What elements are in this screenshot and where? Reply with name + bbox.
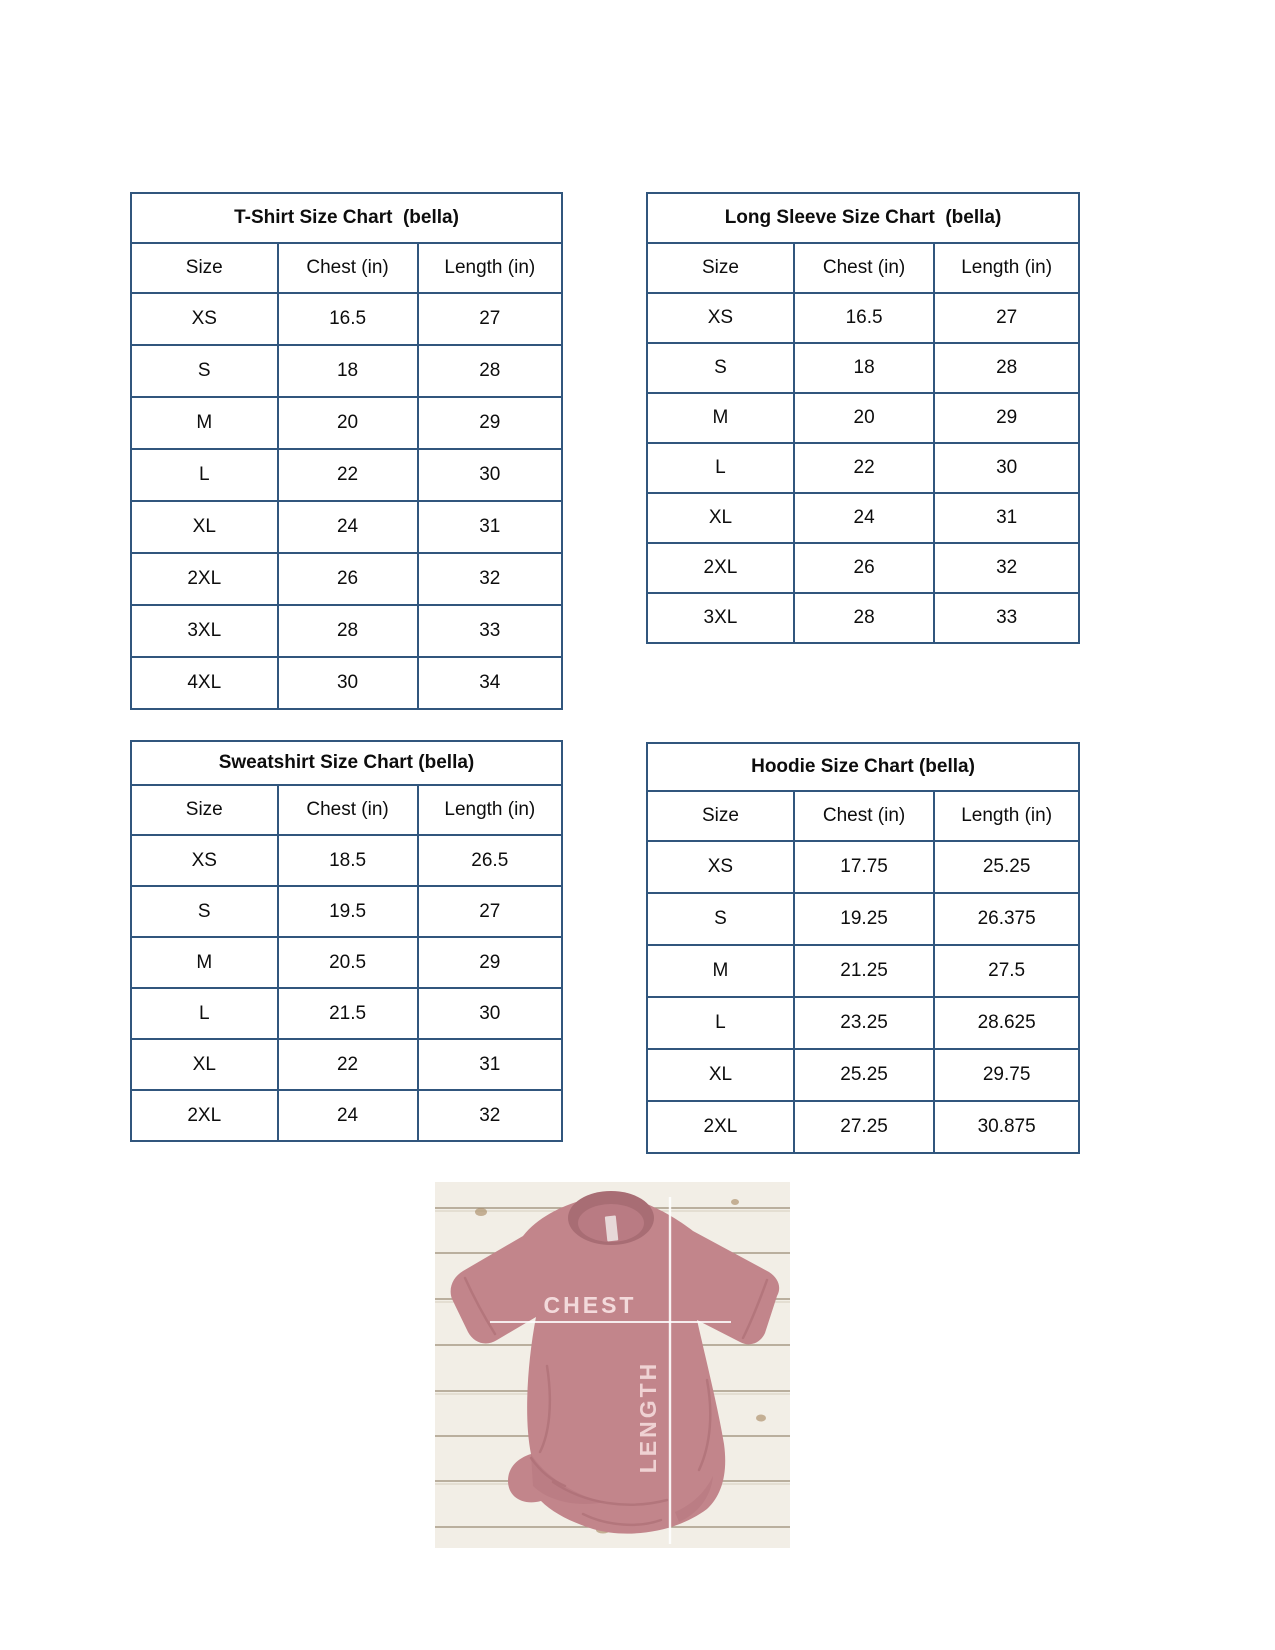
table-cell: 26.5	[418, 835, 562, 886]
tshirt-measure-illustration	[435, 1182, 790, 1548]
table-cell: 28	[794, 593, 934, 643]
hoodie-table	[646, 742, 1080, 1154]
table-row	[647, 841, 1079, 893]
table-cell: M	[131, 937, 278, 988]
table-cell: 28	[278, 605, 418, 657]
table-row	[131, 1090, 562, 1141]
table-body	[131, 835, 562, 1141]
table-title: T-Shirt Size Chart (bella)	[131, 193, 562, 243]
table-row	[647, 293, 1079, 343]
table-row	[131, 449, 562, 501]
column-header: Length (in)	[418, 785, 562, 835]
table-cell: 18	[278, 345, 418, 397]
column-header: Chest (in)	[794, 243, 934, 293]
table-cell: S	[131, 345, 278, 397]
table-cell: 29.75	[934, 1049, 1079, 1101]
table-cell: XL	[647, 1049, 794, 1101]
column-header: Size	[131, 243, 278, 293]
table-cell: 28.625	[934, 997, 1079, 1049]
table-cell: XS	[647, 293, 794, 343]
table-title: Sweatshirt Size Chart (bella)	[131, 741, 562, 785]
table-cell: 24	[278, 501, 418, 553]
table-cell: XS	[131, 293, 278, 345]
table-cell: 21.5	[278, 988, 418, 1039]
table-cell: 20	[278, 397, 418, 449]
table-cell: 21.25	[794, 945, 934, 997]
table-body	[647, 293, 1079, 643]
table-row	[647, 1101, 1079, 1153]
table-cell: 19.5	[278, 886, 418, 937]
table-cell: 27	[934, 293, 1079, 343]
column-header: Length (in)	[934, 243, 1079, 293]
table-cell: 33	[418, 605, 562, 657]
column-header: Length (in)	[934, 791, 1079, 841]
table-row	[647, 945, 1079, 997]
table-cell: 24	[278, 1090, 418, 1141]
table-cell: 17.75	[794, 841, 934, 893]
table-cell: 28	[418, 345, 562, 397]
column-header: Chest (in)	[278, 785, 418, 835]
table-cell: 2XL	[131, 553, 278, 605]
sweatshirt-size-table	[130, 740, 563, 1142]
table-cell: 20	[794, 393, 934, 443]
table-cell: M	[647, 945, 794, 997]
table-cell: 32	[418, 1090, 562, 1141]
long-sleeve-size-table	[646, 192, 1080, 644]
table-title: Hoodie Size Chart (bella)	[647, 743, 1079, 791]
table-row	[131, 293, 562, 345]
tshirt-table	[130, 192, 563, 710]
table-cell: 25.25	[934, 841, 1079, 893]
table-cell: 4XL	[131, 657, 278, 709]
table-row	[647, 493, 1079, 543]
table-row	[647, 543, 1079, 593]
table-cell: 34	[418, 657, 562, 709]
table-row	[647, 1049, 1079, 1101]
table-row	[647, 593, 1079, 643]
table-cell: 16.5	[278, 293, 418, 345]
table-row	[647, 997, 1079, 1049]
sweatshirt-table	[130, 740, 563, 1142]
table-cell: 27	[418, 293, 562, 345]
table-cell: 18.5	[278, 835, 418, 886]
size-guide-photo	[435, 1182, 790, 1548]
table-title: Long Sleeve Size Chart (bella)	[647, 193, 1079, 243]
tshirt-size-table	[130, 192, 563, 710]
table-cell: S	[131, 886, 278, 937]
table-cell: 23.25	[794, 997, 934, 1049]
table-cell: XS	[647, 841, 794, 893]
table-cell: 24	[794, 493, 934, 543]
table-row	[131, 553, 562, 605]
table-row	[131, 886, 562, 937]
table-cell: XL	[131, 1039, 278, 1090]
table-cell: 26	[278, 553, 418, 605]
table-cell: 33	[934, 593, 1079, 643]
table-cell: 26	[794, 543, 934, 593]
table-row	[131, 657, 562, 709]
table-title-row	[647, 193, 1079, 243]
table-cell: 3XL	[131, 605, 278, 657]
table-row	[131, 397, 562, 449]
table-cell: 30	[418, 449, 562, 501]
table-row	[131, 1039, 562, 1090]
table-cell: 27	[418, 886, 562, 937]
table-cell: 30	[934, 443, 1079, 493]
column-header: Size	[647, 791, 794, 841]
table-cell: 28	[934, 343, 1079, 393]
table-cell: 2XL	[647, 1101, 794, 1153]
table-cell: 22	[278, 1039, 418, 1090]
table-cell: 30	[418, 988, 562, 1039]
table-cell: XL	[647, 493, 794, 543]
table-cell: 18	[794, 343, 934, 393]
table-row	[131, 835, 562, 886]
table-cell: 16.5	[794, 293, 934, 343]
table-row	[131, 988, 562, 1039]
table-title-row	[131, 193, 562, 243]
table-row	[647, 393, 1079, 443]
column-header: Length (in)	[418, 243, 562, 293]
table-cell: L	[131, 449, 278, 501]
length-label: LENGTH	[635, 1360, 661, 1474]
table-cell: 27.5	[934, 945, 1079, 997]
table-cell: 32	[418, 553, 562, 605]
table-cell: 25.25	[794, 1049, 934, 1101]
table-row	[131, 605, 562, 657]
table-cell: M	[647, 393, 794, 443]
table-row	[647, 443, 1079, 493]
table-cell: S	[647, 893, 794, 945]
table-row	[131, 937, 562, 988]
table-cell: 31	[418, 501, 562, 553]
table-cell: 20.5	[278, 937, 418, 988]
table-cell: 29	[934, 393, 1079, 443]
table-header-row	[647, 791, 1079, 841]
table-cell: S	[647, 343, 794, 393]
column-header: Size	[131, 785, 278, 835]
table-title-row	[131, 741, 562, 785]
table-header-row	[131, 785, 562, 835]
table-row	[647, 893, 1079, 945]
table-header-row	[647, 243, 1079, 293]
table-cell: 3XL	[647, 593, 794, 643]
table-header-row	[131, 243, 562, 293]
table-cell: 29	[418, 397, 562, 449]
table-cell: L	[131, 988, 278, 1039]
table-cell: 31	[934, 493, 1079, 543]
table-row	[131, 345, 562, 397]
table-cell: XL	[131, 501, 278, 553]
chest-label: CHEST	[543, 1292, 637, 1318]
table-cell: 30	[278, 657, 418, 709]
table-cell: XS	[131, 835, 278, 886]
table-cell: 31	[418, 1039, 562, 1090]
column-header: Size	[647, 243, 794, 293]
table-row	[647, 343, 1079, 393]
table-cell: 22	[278, 449, 418, 501]
table-title-row	[647, 743, 1079, 791]
table-cell: 27.25	[794, 1101, 934, 1153]
table-cell: 29	[418, 937, 562, 988]
table-cell: 30.875	[934, 1101, 1079, 1153]
table-cell: 2XL	[131, 1090, 278, 1141]
table-cell: M	[131, 397, 278, 449]
table-body	[647, 841, 1079, 1153]
table-row	[131, 501, 562, 553]
table-cell: 19.25	[794, 893, 934, 945]
table-cell: L	[647, 997, 794, 1049]
column-header: Chest (in)	[794, 791, 934, 841]
hoodie-size-table	[646, 742, 1080, 1154]
table-cell: 22	[794, 443, 934, 493]
column-header: Chest (in)	[278, 243, 418, 293]
table-cell: 26.375	[934, 893, 1079, 945]
table-cell: 32	[934, 543, 1079, 593]
table-cell: 2XL	[647, 543, 794, 593]
table-cell: L	[647, 443, 794, 493]
long-sleeve-table	[646, 192, 1080, 644]
table-body	[131, 293, 562, 709]
